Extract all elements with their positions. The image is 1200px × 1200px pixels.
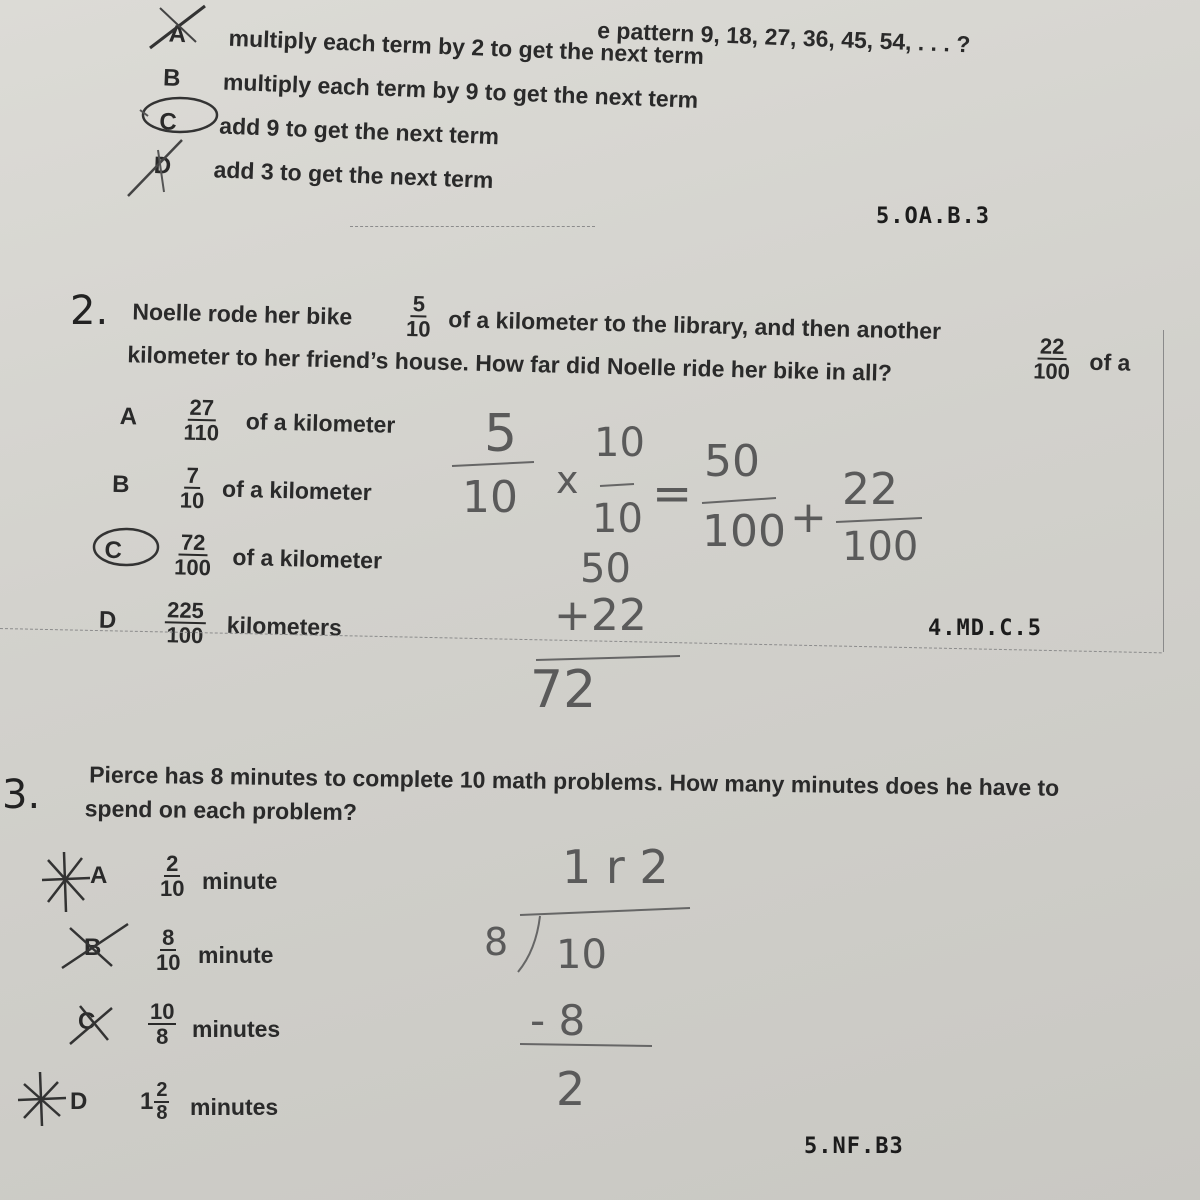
q1-option-b-letter: B bbox=[162, 64, 181, 92]
q1-option-b-text: multiply each term by 9 to get the next term bbox=[222, 68, 699, 113]
q2-frac1-num: 5 bbox=[410, 292, 427, 317]
q2-work-add-result: 72 bbox=[530, 660, 597, 720]
q2-text-1: Noelle rode her bike bbox=[132, 298, 353, 330]
q3-option-a-den: 10 bbox=[160, 876, 185, 902]
q3-option-c-num: 10 bbox=[150, 999, 175, 1024]
q3-work-quotient: 1 r 2 bbox=[562, 840, 669, 894]
q2-option-c-letter: C bbox=[104, 536, 123, 565]
q3-standard-code: 5.NF.B3 bbox=[804, 1134, 904, 1159]
q3-work-dividend: 10 bbox=[556, 932, 607, 978]
q2-work-add-top: 50 bbox=[580, 546, 631, 592]
q2-work-equals: = bbox=[652, 466, 693, 522]
q1-option-a-text: multiply each term by 2 to get the next term bbox=[228, 24, 705, 70]
q2-work-f1-den: 10 bbox=[462, 472, 518, 523]
q1-option-c-text: add 9 to get the next term bbox=[218, 112, 500, 150]
q1-option-a-letter: A bbox=[168, 20, 187, 49]
q2-work-f1-num: 5 bbox=[484, 404, 518, 464]
q2-option-a-den: 110 bbox=[183, 419, 220, 446]
q1-standard-code: 5.OA.B.3 bbox=[876, 204, 990, 229]
q2-option-d-unit: kilometers bbox=[226, 611, 343, 641]
q3-option-d-unit: minutes bbox=[190, 1094, 279, 1120]
q3-option-a-letter: A bbox=[90, 862, 108, 889]
q3-option-c-letter: C bbox=[78, 1008, 96, 1035]
q2-work-f3-den: 100 bbox=[702, 506, 786, 557]
q2-option-d-den: 100 bbox=[166, 622, 204, 649]
q3-option-c-unit: minutes bbox=[192, 1016, 281, 1042]
q2-text-2: of a kilometer to the library, and then another bbox=[448, 306, 942, 345]
q1-option-c-letter: C bbox=[158, 108, 178, 136]
q2-option-a-unit: of a kilometer bbox=[245, 408, 396, 438]
q3-option-d-letter: D bbox=[70, 1088, 88, 1115]
q2-work-add-bottom: +22 bbox=[554, 590, 647, 641]
q3-option-b-den: 10 bbox=[156, 950, 181, 976]
q1-option-d-letter: D bbox=[153, 152, 172, 180]
q2-frac1-den: 10 bbox=[405, 316, 431, 342]
q2-number: 2. bbox=[70, 288, 109, 334]
q2-option-b-den: 10 bbox=[179, 487, 205, 514]
q3-option-b-num: 8 bbox=[162, 925, 175, 950]
q2-work-times: x bbox=[556, 458, 579, 502]
q2-text-4: kilometer to her friend’s house. How far did Noelle ride her bike in all? bbox=[127, 341, 893, 386]
q2-standard-code: 4.MD.C.5 bbox=[928, 616, 1042, 641]
q2-work-f2-num: 10 bbox=[594, 420, 645, 466]
q1-stem-partial: e pattern 9, 18, 27, 36, 45, 54, . . . ? bbox=[596, 16, 971, 58]
q3-stem-line-1: Pierce has 8 minutes to complete 10 math problems. How many minutes does he have to bbox=[89, 761, 1060, 801]
q2-option-b-num: 7 bbox=[184, 464, 201, 489]
q2-option-d-letter: D bbox=[98, 606, 117, 635]
q2-option-b-letter: B bbox=[111, 470, 130, 499]
q2-option-a-num: 27 bbox=[187, 396, 216, 422]
q3-work-divisor: 8 bbox=[484, 920, 509, 964]
q2-text-3: of a bbox=[1089, 348, 1131, 376]
q3-stem-line-2: spend on each problem? bbox=[84, 795, 358, 826]
q3-option-b-unit: minute bbox=[198, 942, 274, 968]
q2-option-c-den: 100 bbox=[173, 554, 212, 581]
q3-option-a-unit: minute bbox=[202, 868, 278, 894]
q3-work-subtract: - 8 bbox=[530, 996, 586, 1045]
q3-option-d-num: 2 bbox=[156, 1079, 168, 1101]
q2-option-d-num: 225 bbox=[165, 598, 206, 624]
q3-option-a-num: 2 bbox=[166, 851, 179, 876]
q3-work-remainder: 2 bbox=[556, 1062, 586, 1116]
q2-work-f4-num: 22 bbox=[842, 464, 898, 515]
q3-option-d-den: 8 bbox=[156, 1102, 168, 1124]
q3-option-b-letter: B bbox=[84, 934, 102, 961]
q2-frac2-den: 100 bbox=[1032, 358, 1071, 385]
q1-option-d-text: add 3 to get the next term bbox=[213, 156, 494, 194]
q2-option-a-letter: A bbox=[119, 403, 138, 431]
q2-work-plus: + bbox=[790, 492, 827, 543]
q2-work-f4-den: 100 bbox=[842, 524, 919, 570]
q3-option-d-whole: 1 bbox=[140, 1088, 154, 1115]
q3-option-c-den: 8 bbox=[156, 1024, 169, 1050]
q2-work-f2-den: 10 bbox=[592, 496, 643, 542]
q2-frac2-num: 22 bbox=[1038, 334, 1067, 360]
q2-work-f3-num: 50 bbox=[704, 436, 760, 487]
q2-option-b-unit: of a kilometer bbox=[221, 475, 372, 506]
q2-option-c-unit: of a kilometer bbox=[232, 543, 383, 574]
q2-option-c-num: 72 bbox=[179, 531, 208, 557]
q3-number: 3. bbox=[2, 772, 41, 818]
